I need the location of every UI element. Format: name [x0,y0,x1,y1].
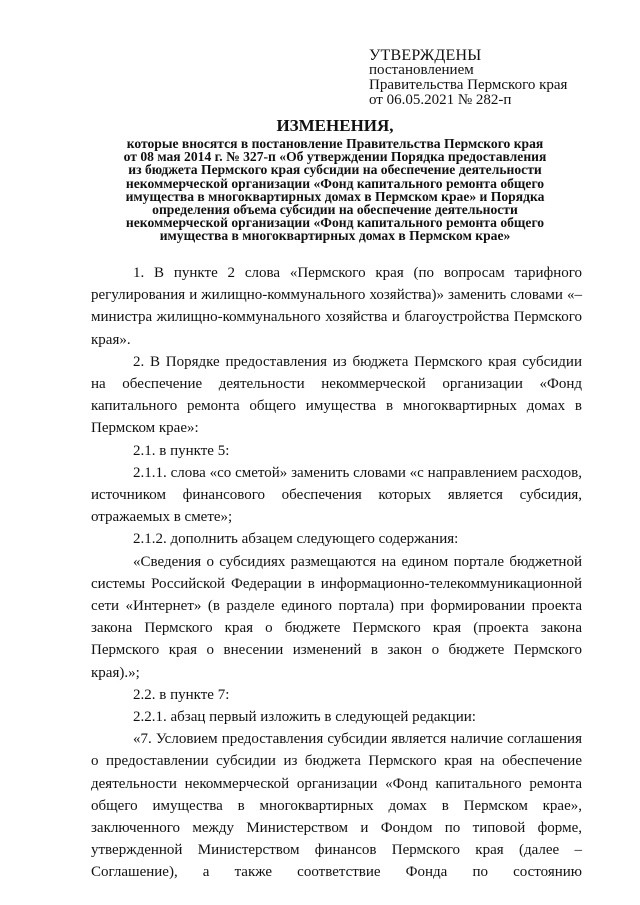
subtitle-line: которые вносятся в постановление Правительства Пермского края [126,136,544,151]
body-paragraph: 2.1.1. слова «со сметой» заменить словами «с направлением расходов, источником финансового обеспечения которых является субсидия, отражаемых в смете»; [91,464,582,526]
document-body [91,262,582,884]
approval-date: от 06.05.2021 № 282-п [369,92,512,108]
body-paragraph: «Сведения о субсидиях размещаются на едином портале бюджетной системы Российской Федерации в информационно-телекоммуникационной сети «Интернет» (в разделе единого портала) при формировании проекта закона Пермского края о бюджете Пермского края (проекта закона Пермского края о внесении изменений в закон о бюджете Пермского края).»; [91,553,582,681]
document-title: ИЗМЕНЕНИЯ, [276,116,394,135]
subtitle-line: имущества в многоквартирных домах в Пермском крае» [159,228,511,244]
approval-heading: УТВЕРЖДЕНЫ [369,47,482,64]
body-paragraph: 2. В Порядке предоставления из бюджета Пермского края субсидии на обеспечение деятельности некоммерческой организации «Фонд капитального ремонта общего имущества в многоквартирных домах в Пермском крае»: [91,353,582,437]
subtitle-line: определения объема субсидии на обеспечение деятельности [152,202,518,218]
document-subtitle [90,137,580,243]
body-paragraph: 2.1. в пункте 5: [133,442,230,459]
subtitle-line: некоммерческой организации «Фонд капитального ремонта общего [125,215,545,231]
subtitle-line: от 08 мая 2014 г. № 327-п «Об утверждении Порядка предоставления [123,149,547,165]
body-paragraph: «7. Условием предоставления субсидии является наличие соглашения о предоставлении субсидии из бюджета Пермского края на обеспечение деятельности некоммерческой организации «Фонд капитального ремонта общего имущества в многоквартирных домах в Пермском крае», заключенного между Министерством и Фондом по типовой форме, утвержденной Министерством финансов Пермского края (далее – Соглашение), а также соответствие Фонда по состоянию [91,731,582,881]
subtitle-line: имущества в многоквартирных домах в Пермском крае» и Порядка [125,188,545,204]
approval-line: постановлением [369,62,474,78]
body-paragraph: 2.2. в пункте 7: [133,686,230,703]
body-paragraph: 2.1.2. дополнить абзацем следующего содержания: [133,531,459,548]
subtitle-line: некоммерческой организации «Фонд капитального ремонта общего [125,175,545,191]
approval-line: Правительства Пермского края [369,77,568,93]
approval-block [369,48,567,108]
body-paragraph: 2.2.1. абзац первый изложить в следующей редакции: [133,709,476,726]
body-paragraph: 1. В пункте 2 слова «Пермского края (по вопросам тарифного регулирования и жилищно-коммунального хозяйства)» заменить словами «– министра жилищно-коммунального хозяйства и благоустройства Пермского края». [91,265,582,348]
subtitle-line: из бюджета Пермского края субсидии на обеспечение деятельности [128,162,542,178]
